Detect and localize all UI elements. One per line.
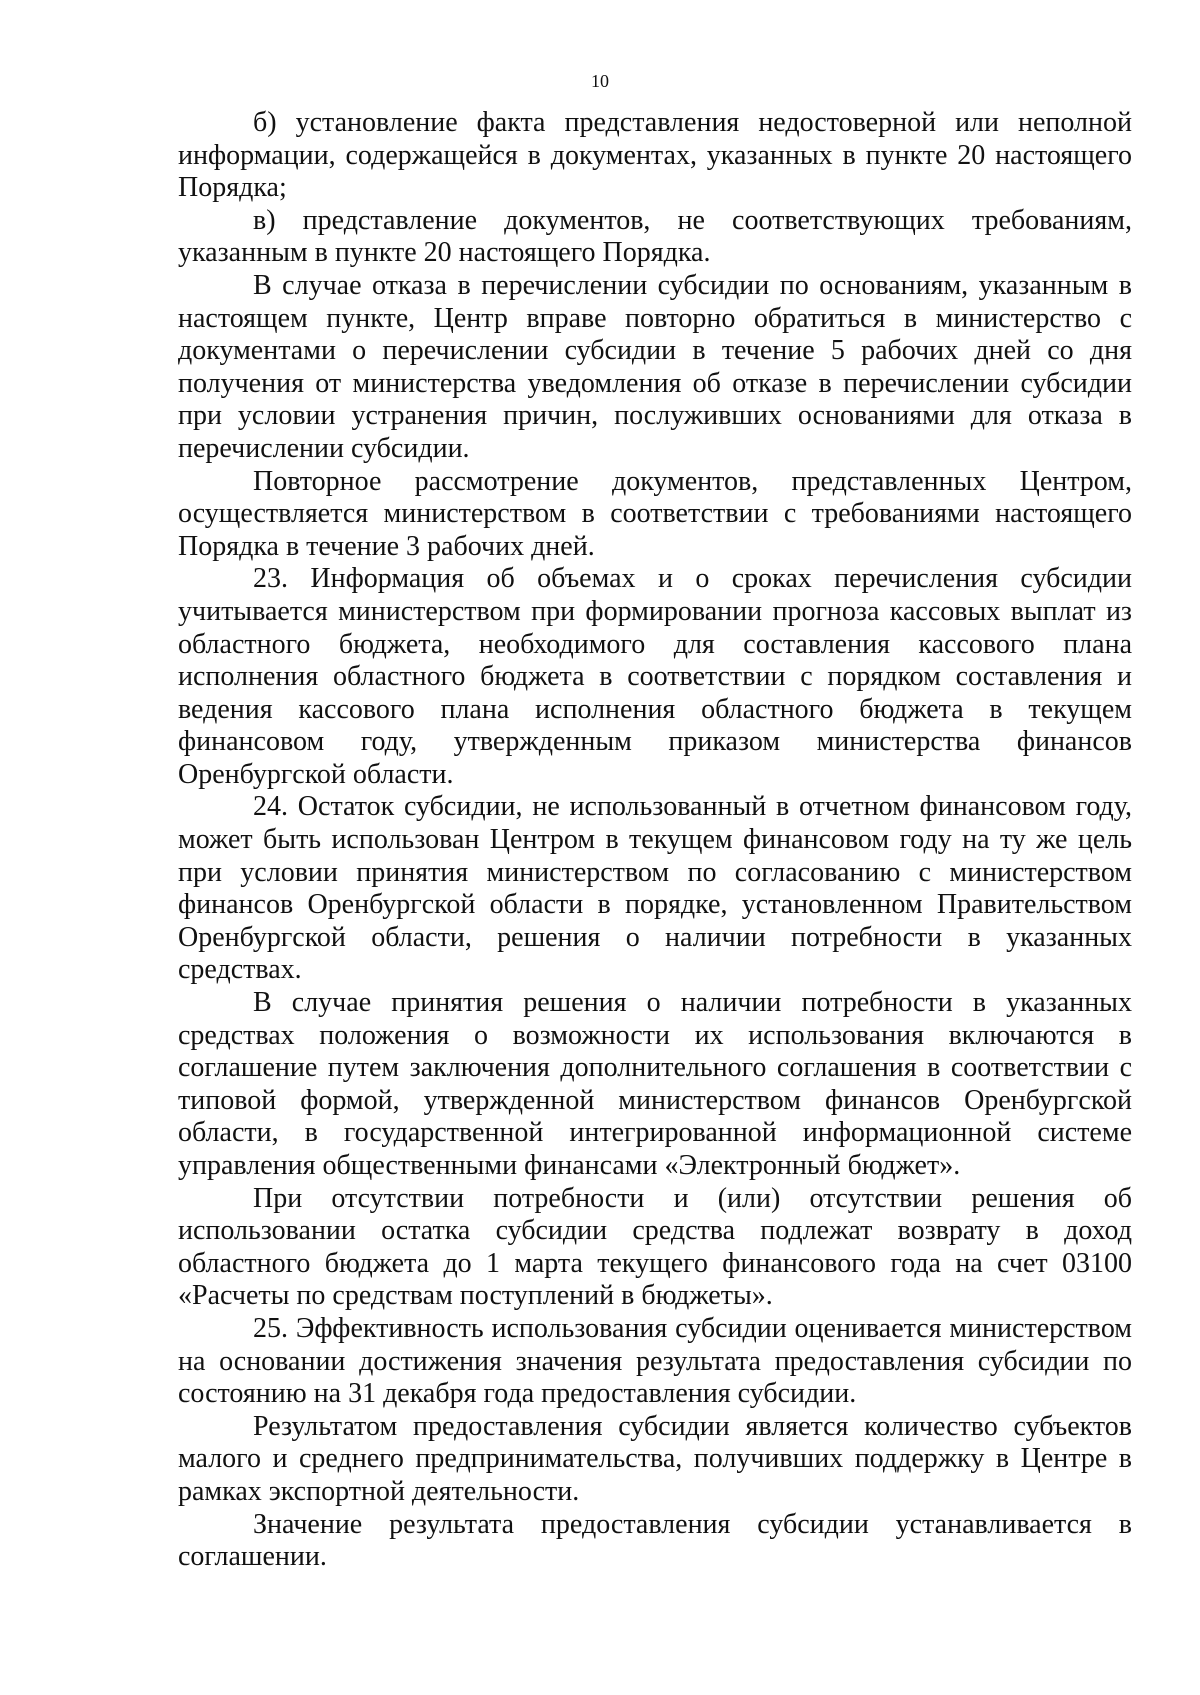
- document-body: [178, 107, 1132, 1574]
- paragraph-item-b: б) установление факта представления недостоверной или неполной информации, содержащейся в документах, указанных в пункте 20 настоящего Порядка;: [178, 107, 1132, 204]
- paragraph-no-need: При отсутствии потребности и (или) отсутствии решения об использовании остатка субсидии средства подлежат возврату в доход областного бюджета до 1 марта текущего финансового года на счет 03100 «Расчеты по средствам поступлений в бюджеты».: [178, 1182, 1132, 1312]
- paragraph-repeat-review: Повторное рассмотрение документов, представленных Центром, осуществляется министерством в соответствии с требованиями настоящего Порядка в течение 3 рабочих дней.: [178, 465, 1132, 562]
- paragraph-refusal-case: В случае отказа в перечислении субсидии по основаниям, указанным в настоящем пункте, Центр вправе повторно обратиться в министерство с документами о перечислении субсидии в течение 5 рабочих дней со дня получения от министерства уведомления об отказе в перечислении субсидии при условии устранения причин, послуживших основаниями для отказа в перечислении субсидии.: [178, 269, 1132, 464]
- paragraph-result-value: Значение результата предоставления субсидии устанавливается в соглашении.: [178, 1508, 1132, 1573]
- paragraph-result: Результатом предоставления субсидии является количество субъектов малого и среднего предпринимательства, получивших поддержку в Центре в рамках экспортной деятельности.: [178, 1410, 1132, 1507]
- paragraph-item-v: в) представление документов, не соответствующих требованиям, указанным в пункте 20 настоящего Порядка.: [178, 204, 1132, 269]
- paragraph-25: 25. Эффективность использования субсидии оценивается министерством на основании достижения значения результата предоставления субсидии по состоянию на 31 декабря года предоставления субсидии.: [178, 1312, 1132, 1410]
- paragraph-need-decision: В случае принятия решения о наличии потребности в указанных средствах положения о возможности их использования включаются в соглашение путем заключения дополнительного соглашения в соответствии с типовой формой, утвержденной министерством финансов Оренбургской области, в государственной интегрированной информационной системе управления общественными финансами «Электронный бюджет».: [178, 987, 1132, 1181]
- page-number: 10: [591, 71, 609, 91]
- paragraph-24: 24. Остаток субсидии, не использованный в отчетном финансовом году, может быть использован Центром в текущем финансовом году на ту же цель при условии принятия министерством по согласованию с министерством финансов Оренбургской области в порядке, установленном Правительством Оренбургской области, решения о наличии потребности в указанных средствах.: [178, 791, 1132, 986]
- paragraph-23: 23. Информация об объемах и о сроках перечисления субсидии учитывается министерством при формировании прогноза кассовых выплат из областного бюджета, необходимого для составления кассового плана исполнения областного бюджета в соответствии с порядком составления и ведения кассового плана исполнения областного бюджета в текущем финансовом году, утвержденным приказом министерства финансов Оренбургской области.: [178, 563, 1132, 790]
